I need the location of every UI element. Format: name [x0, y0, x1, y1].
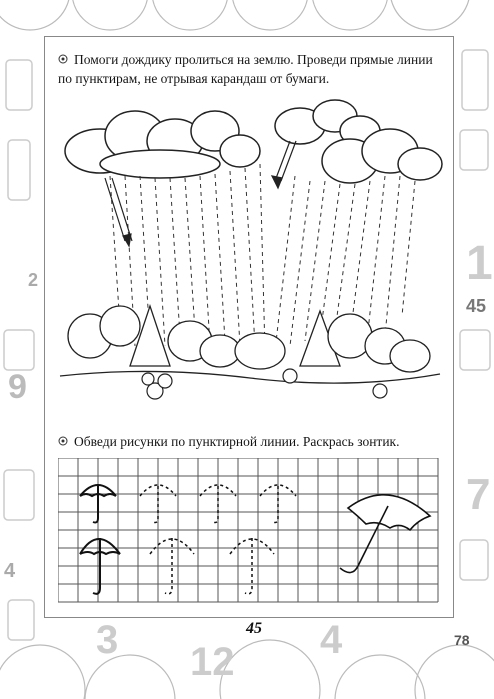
- border-number-3: 3: [96, 618, 119, 662]
- umbrella-icon: [80, 485, 116, 523]
- task-2-instruction: [58, 432, 448, 451]
- grid-lines: [58, 458, 438, 602]
- task-1-instruction: [58, 50, 438, 88]
- task-1-text: Помоги дождику пролиться на землю. Проведи прямые линии по пунктирам, не отрывая карандаш от бумаги.: [58, 52, 433, 86]
- border-number-12: 12: [190, 640, 235, 684]
- rain-illustration: [50, 96, 450, 416]
- umbrella-icon: [340, 495, 430, 573]
- flower-bullet-icon: [58, 54, 68, 64]
- border-number-1: 1: [466, 237, 493, 290]
- flower-bullet-icon: [58, 436, 68, 446]
- page-number: 45: [246, 620, 262, 637]
- border-number-7: 7: [466, 470, 491, 519]
- border-number-4-bottom: 4: [320, 618, 343, 662]
- border-number-9: 9: [8, 368, 27, 406]
- bush-icon: [68, 306, 430, 372]
- border-number-4-left: 4: [4, 560, 16, 582]
- border-number-78: 78: [454, 632, 470, 648]
- border-number-2: 2: [28, 270, 39, 290]
- task-2-text: Обведи рисунки по пунктирной линии. Раскрась зонтик.: [74, 434, 400, 449]
- cloud-icon: [275, 100, 442, 183]
- border-number-45: 45: [466, 296, 487, 316]
- flower-icon: [142, 369, 387, 399]
- cloud-icon: [65, 111, 260, 178]
- umbrella-grid: [58, 458, 442, 608]
